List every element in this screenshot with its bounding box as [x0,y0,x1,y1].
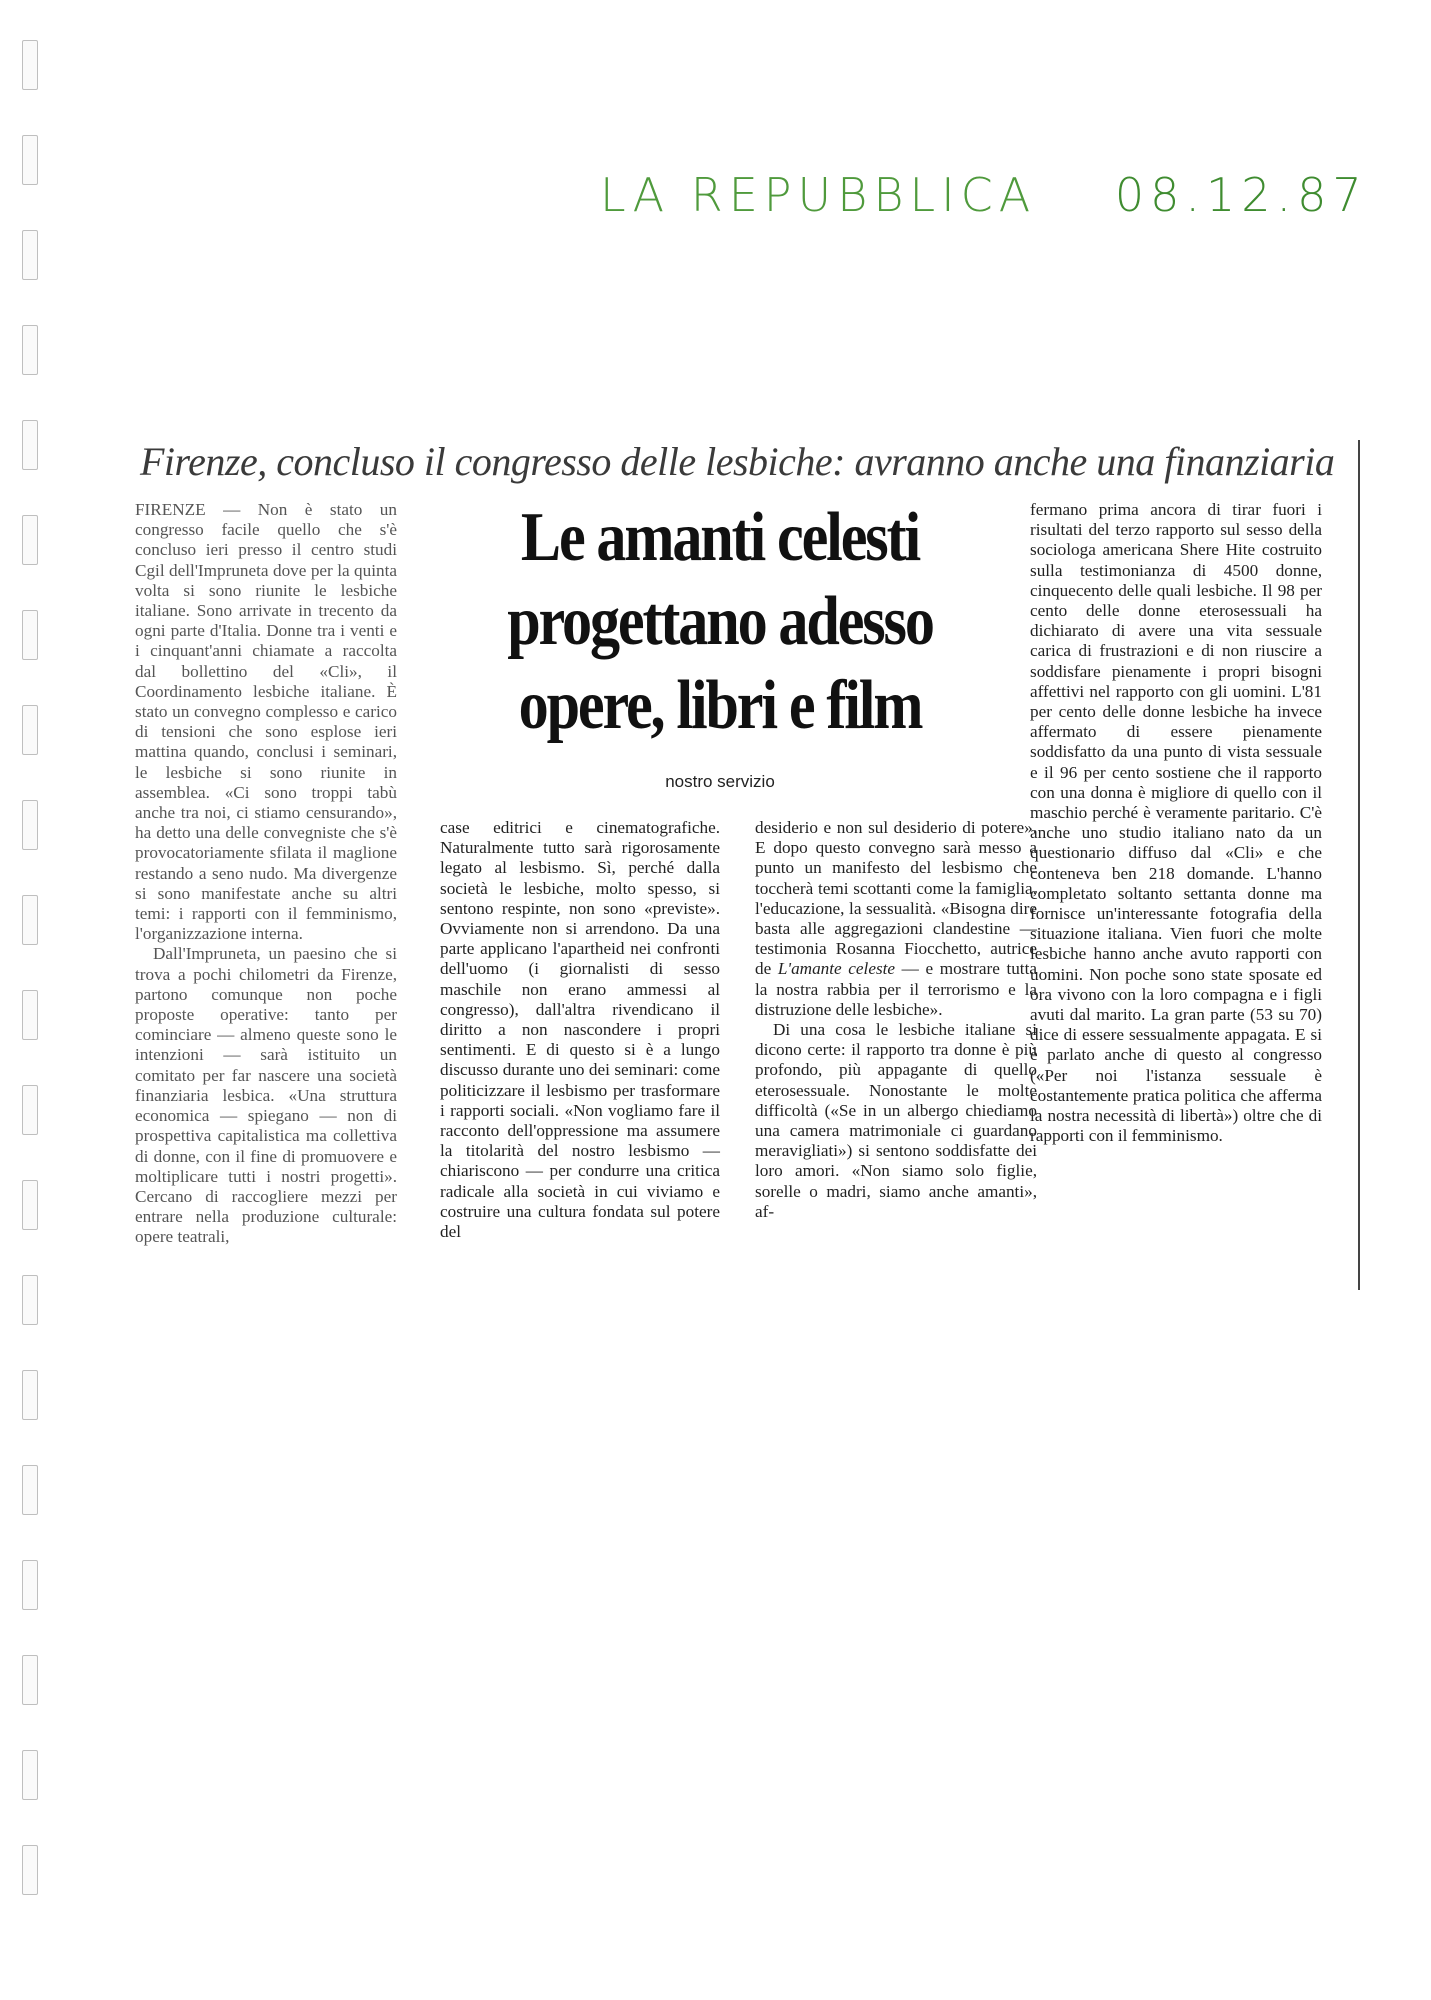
binder-hole [22,1370,38,1420]
headline-line: Le amanti celesti [520,499,920,576]
paragraph: fermano prima ancora di tirar fuori i risultati del terzo rapporto sul sesso della sociologa americana Shere Hite costruito sulla testimonianza di 4500 donne, cinquecento delle quali lesbiche. Il 98 per cento delle donne eterosessuali ha dichiarato di avere una vita sessuale carica di frustrazioni e di non riuscire a soddisfare pienamente i propri bisogni affettivi nel rapporto con gli uomini. L'81 per cento delle donne lesbiche ha invece affermato di essere pienamente soddisfatto da una punto di vista sessuale e il 96 per cento sostiene che il rapporto con una donna è migliore di quello con il maschio perché è veramente paritario. C'è anche uno studio italiano nato da un questionario diffuso dal «Cli» e che conteneva ben 218 domande. L'hanno completato soltanto settanta donne ma fornisce un'interessante fotografia della situazione italiana. Vien fuori che molte lesbiche hanno anche avuto rapporti con uomini. Non poche sono state sposate ed ora vivono con la loro compagna e i figli avuti dal marito. La gran parte (53 su 70) dice di essere sessualmente appagata. E si è parlato anche di questo al congresso («Per noi l'istanza sessuale è costantemente pratica politica che afferma la nostra necessità di libertà») oltre che di rapporti con il femminismo. [1030,500,1322,1146]
binder-hole [22,40,38,90]
handwritten-source: LA REPUBBLICA [600,168,1037,222]
column-rule [1358,440,1360,1290]
binder-hole [22,325,38,375]
paragraph: FIRENZE — Non è stato un congresso facile quello che s'è concluso ieri presso il centro studi Cgil dell'Impruneta dove per la quinta volta si sono riunite le lesbiche italiane. Sono arrivate in trecento da ogni parte d'Italia. Donne tra i venti e i cinquant'anni chiamate a raccolta dal bollettino del «Cli», il Coordinamento lesbiche italiane. È stato un convegno complesso e carico di tensioni che sono esplose ieri mattina quando, conclusi i seminari, le lesbiche si sono riunite in assemblea. «Ci sono troppi tabù anche tra noi, ci stiamo censurando», ha detto una delle convegniste che s'è provocatoriamente sfilata il maglione restando a seno nudo. Ma divergenze si sono manifestate anche su altri temi: i rapporti con il femminismo, l'organizzazione interna. [135,500,397,944]
binder-hole [22,420,38,470]
text-run: — e mostrare tutta la nostra rabbia per il terrorismo e la distruzione delle lesbiche». [755,959,1037,1019]
binder-hole [22,1180,38,1230]
paragraph: Dall'Impruneta, un paesino che si trova a pochi chilometri da Firenze, partono comunque non poche proposte operative: tanto per cominciare — almeno queste sono le intenzioni — sarà istituito un comitato per far nascere una società finanziaria lesbica. «Una struttura economica — spiegano — non di prospettiva capitalistica ma collettiva di donne, con il fine di promuovere e moltiplicare tutti i nostri progetti». Cercano di raccogliere mezzi per entrare nella produzione culturale: opere teatrali, [135,944,397,1247]
article-kicker: Firenze, concluso il congresso delle lesbiche: avranno anche una finanziaria [140,439,1335,484]
headline-line: opere, libri e film [518,667,922,744]
binder-hole [22,1750,38,1800]
binder-hole [22,800,38,850]
binder-hole [22,230,38,280]
binder-hole [22,1275,38,1325]
binder-holes [22,40,42,1940]
binder-hole [22,135,38,185]
article-column-3 [755,818,1037,1288]
article-column-4 [1030,500,1322,1280]
binder-hole [22,1655,38,1705]
binder-hole [22,705,38,755]
binder-hole [22,1845,38,1895]
paragraph: Di una cosa le lesbiche italiane si dicono certe: il rapporto tra donne è più profondo, più appagante di quello eterosessuale. Nonostante le molte difficoltà («Se in un albergo chiediamo una camera matrimoniale ci guardano meravigliati») si sentono soddisfatte dei loro amori. «Non siamo solo figlie, sorelle o madri, siamo anche amanti», af- [755,1020,1037,1221]
binder-hole [22,1085,38,1135]
binder-hole [22,1465,38,1515]
handwritten-annotation [600,168,1368,238]
article-column-2 [440,818,720,1288]
binder-hole [22,610,38,660]
paragraph: case editrici e cinematografiche. Naturalmente tutto sarà rigorosamente legato al lesbismo. Sì, perché dalla società le lesbiche, molto spesso, si sentono respinte, non sono «previste». Ovviamente non si arrendono. Da una parte applicano l'apartheid nei confronti dell'uomo (i giornalisti di sesso maschile non erano ammessi al congresso), dall'altra rivendicano il diritto a non nascondere i propri sentimenti. E di questo si è a lungo discusso durante uno dei seminari: come politicizzare il lesbismo per trasformare i rapporti sociali. «Non vogliamo fare il racconto dell'oppressione ma assumere la titolarità del nostro lesbismo — chiariscono — per condurre una critica radicale alla società in cui viviamo e costruire una cultura fondata sul potere del [440,818,720,1242]
article-column-1 [135,500,397,1247]
binder-hole [22,515,38,565]
headline-line: progettano adesso [507,583,933,660]
binder-hole [22,895,38,945]
headline [462,496,978,746]
text-run: desiderio e non sul desiderio di potere». E dopo questo convegno sarà messo a punto un manifesto del lesbismo che toccherà temi scottanti come la famiglia, l'educazione, la sessualità. «Bisogna dire basta alle aggregazioni clandestine — testimonia Rosanna Fiocchetto, autrice de [755,818,1037,979]
paragraph [755,818,1037,1020]
binder-hole [22,990,38,1040]
byline: nostro servizio [665,772,775,791]
handwritten-date: 08.12.87 [1114,168,1368,222]
book-title: L'amante celeste [777,959,896,979]
binder-hole [22,1560,38,1610]
